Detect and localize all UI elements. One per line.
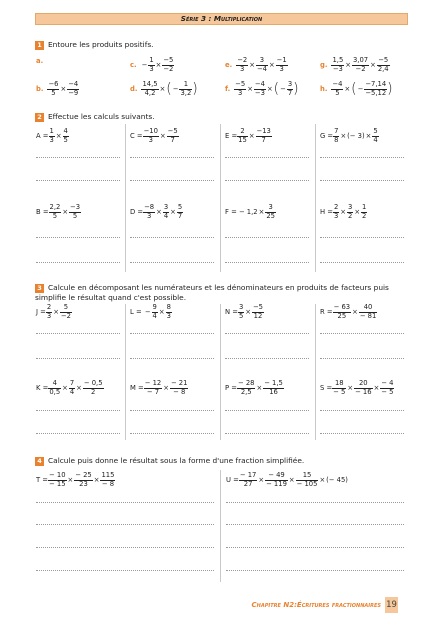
fraction: $\frac{-7,14}{-5,12}$ [365,80,387,97]
item-label: c. [130,61,137,69]
product-e [225,57,288,73]
chapter-label: Chapitre N2 [251,601,295,609]
answer-line[interactable] [36,570,214,571]
answer-line[interactable] [36,358,120,359]
answer-line[interactable] [36,433,120,434]
answer-line[interactable] [225,358,309,359]
answer-line[interactable] [130,333,214,334]
fraction: $\frac{3,07}{-2}$ [352,56,369,73]
footer-sep: : [294,601,297,609]
item-label: h. [320,85,328,93]
series-label: Série 3 [180,14,206,23]
exercise-number: 2 [35,113,44,122]
answer-line[interactable] [130,237,214,238]
item-label: a. [36,57,44,65]
column-divider [315,304,316,440]
answer-line[interactable] [225,237,309,238]
product-g [320,57,390,73]
fraction: $\frac{-5}{2,4}$ [377,56,389,73]
times-sign: × [344,85,351,93]
chapter-title: Écritures fractionnaires [296,601,381,609]
answer-line[interactable] [225,410,309,411]
times-sign: × [155,61,162,69]
answer-line[interactable] [226,502,404,503]
calc-A: A = $\frac{1}{3}$ × $\frac{4}{5}$ [36,127,68,144]
item-label: b. [36,85,44,93]
answer-line[interactable] [130,262,214,263]
answer-line[interactable] [226,570,404,571]
fraction: $\frac{-5}{3}$ [235,80,246,97]
minus-sign: − [141,61,148,69]
product-d: d. $\frac{14,5}{4,2}$ × ( − $\frac{1}{3,2}$ ) [130,80,198,97]
exercise-number: 4 [35,457,44,466]
product-h: h. $\frac{-4}{5}$ × ( − $\frac{-7,14}{-5,12}$ ) [320,80,393,97]
calc-N: N = $\frac{3}{5}$ × $\frac{-5}{12}$ [225,303,264,320]
answer-line[interactable] [225,180,309,181]
answer-line[interactable] [130,358,214,359]
fraction: $\frac{-5}{-2}$ [163,56,174,73]
page-number: 19 [385,597,398,613]
times-sign: × [247,85,253,93]
answer-line[interactable] [320,410,404,411]
calc-T: T = $\frac{- 10}{- 15}$ × $\frac{- 25}{23}$ × $\frac{115}{- 8}$ [36,471,115,488]
answer-line[interactable] [130,157,214,158]
answer-line[interactable] [130,180,214,181]
exercise-number: 3 [35,284,44,293]
exercise-number: 1 [35,41,44,50]
series-topic: Multiplication [213,14,263,23]
exercise-instruction: Calcule puis donne le résultat sous la forme d'une fraction simplifiée. [48,456,305,465]
product-b [36,81,79,97]
calc-H: H = $\frac{2}{3}$ × $\frac{3}{2}$ × $\frac{1}{2}$ [320,203,367,220]
times-sign: × [60,85,67,93]
exercise-1-title [35,40,154,50]
item-label: f. [225,85,231,93]
calc-K: K = $\frac{4}{0,5}$ × $\frac{7}{4}$ × $\frac{- 0,5}{2}$ [36,379,103,396]
fraction: $\frac{1}{3,2}$ [180,80,192,97]
calc-L: L = − $\frac{9}{4}$ × $\frac{8}{3}$ [130,303,171,320]
answer-line[interactable] [225,262,309,263]
calc-G: G = $\frac{7}{8}$ × (− 3) × $\frac{5}{4}$ [320,127,378,144]
fraction: $\frac{-4}{-3}$ [254,80,265,97]
calc-R: R = $\frac{- 63}{25}$ × $\frac{40}{- 81}$ [320,303,377,320]
calc-B: B = $\frac{2,2}{5}$ × $\frac{-3}{5}$ [36,203,81,220]
fraction: $\frac{-6}{5}$ [48,80,59,97]
answer-line[interactable] [320,358,404,359]
calc-M: M = $\frac{- 12}{- 7}$ × $\frac{- 21}{- 8}$ [130,379,188,396]
calc-D: D = $\frac{-8}{3}$ × $\frac{3}{4}$ × $\frac{5}{7}$ [130,203,183,220]
calc-P: P = $\frac{- 28}{2,5}$ × $\frac{- 1,5}{16}$ [225,379,283,396]
answer-line[interactable] [320,157,404,158]
answer-line[interactable] [226,547,404,548]
minus-sign: − [172,85,179,93]
fraction: $\frac{14,5}{4,2}$ [142,80,158,97]
answer-line[interactable] [36,333,120,334]
minus-sign: − [280,85,286,93]
calc-F: F = − 1,2 × $\frac{3}{25}$ [225,203,275,220]
times-sign: × [159,85,166,93]
answer-line[interactable] [130,433,214,434]
minus-sign: − [357,85,364,93]
answer-line[interactable] [225,433,309,434]
column-divider [125,124,126,272]
answer-line[interactable] [36,502,214,503]
exercise-instruction: Effectue les calculs suivants. [48,112,155,121]
times-sign: × [345,61,351,69]
calc-J: J = $\frac{2}{3}$ × $\frac{5}{-2}$ [36,303,71,320]
fraction: $\frac{1,5}{-3}$ [332,56,344,73]
column-divider [220,304,221,440]
header-sep: : [206,14,214,23]
calc-C: C = $\frac{-10}{3}$ × $\frac{-5}{7}$ [130,127,178,144]
fraction: $\frac{-4}{5}$ [332,80,343,97]
column-divider [125,304,126,440]
fraction: $\frac{-4}{-9}$ [68,80,79,97]
times-sign: × [268,61,275,69]
calc-S: S = $\frac{18}{- 5}$ × $\frac{20}{- 16}$ × $\frac{- 4}{- 5}$ [320,379,394,396]
answer-line[interactable] [320,237,404,238]
answer-line[interactable] [130,410,214,411]
fraction: $\frac{3}{7}$ [287,80,293,97]
series-header [35,13,408,25]
product-f: f. $\frac{-5}{3}$ × $\frac{-4}{-3}$ × ( − $\frac{3}{7}$ ) [225,80,299,97]
calc-E: E = $\frac{2}{15}$ × $\frac{-13}{7}$ [225,127,271,144]
fraction: $\frac{-1}{3}$ [276,56,287,73]
fraction: $\frac{-2}{3}$ [237,56,248,73]
column-divider [315,124,316,272]
answer-line[interactable] [36,524,214,525]
times-sign: × [370,61,376,69]
answer-line[interactable] [36,237,120,238]
product-c [130,57,174,73]
fraction: $\frac{1}{3}$ [149,56,154,73]
answer-line[interactable] [226,524,404,525]
answer-line[interactable] [36,157,120,158]
column-divider [220,124,221,272]
item-label: d. [130,85,138,93]
answer-line[interactable] [36,410,120,411]
product-a [36,57,47,65]
answer-line[interactable] [225,157,309,158]
page-footer [252,597,398,613]
answer-line[interactable] [36,262,120,263]
times-sign: × [249,61,255,69]
answer-line[interactable] [320,433,404,434]
calc-U: U = $\frac{- 17}{27}$ × $\frac{- 49}{- 119}$ × $\frac{15}{- 105}$ × (− 45) [226,471,348,488]
fraction: $\frac{3}{-4}$ [256,56,267,73]
answer-line[interactable] [36,180,120,181]
times-sign: × [266,85,273,93]
exercise-instruction: Entoure les produits positifs. [48,40,154,49]
exercise-3-title [35,283,407,302]
item-label: g. [320,61,328,69]
column-divider [220,470,221,582]
answer-line[interactable] [320,262,404,263]
answer-line[interactable] [320,180,404,181]
exercise-2-title [35,112,155,122]
exercise-instruction: Calcule en décomposant les numérateurs et les dénominateurs en produits de facteurs puis simplifie le résultat quand c'est possible. [35,283,389,302]
answer-line[interactable] [225,333,309,334]
item-label: e. [225,61,233,69]
answer-line[interactable] [36,547,214,548]
exercise-4-title [35,456,304,466]
answer-line[interactable] [320,333,404,334]
